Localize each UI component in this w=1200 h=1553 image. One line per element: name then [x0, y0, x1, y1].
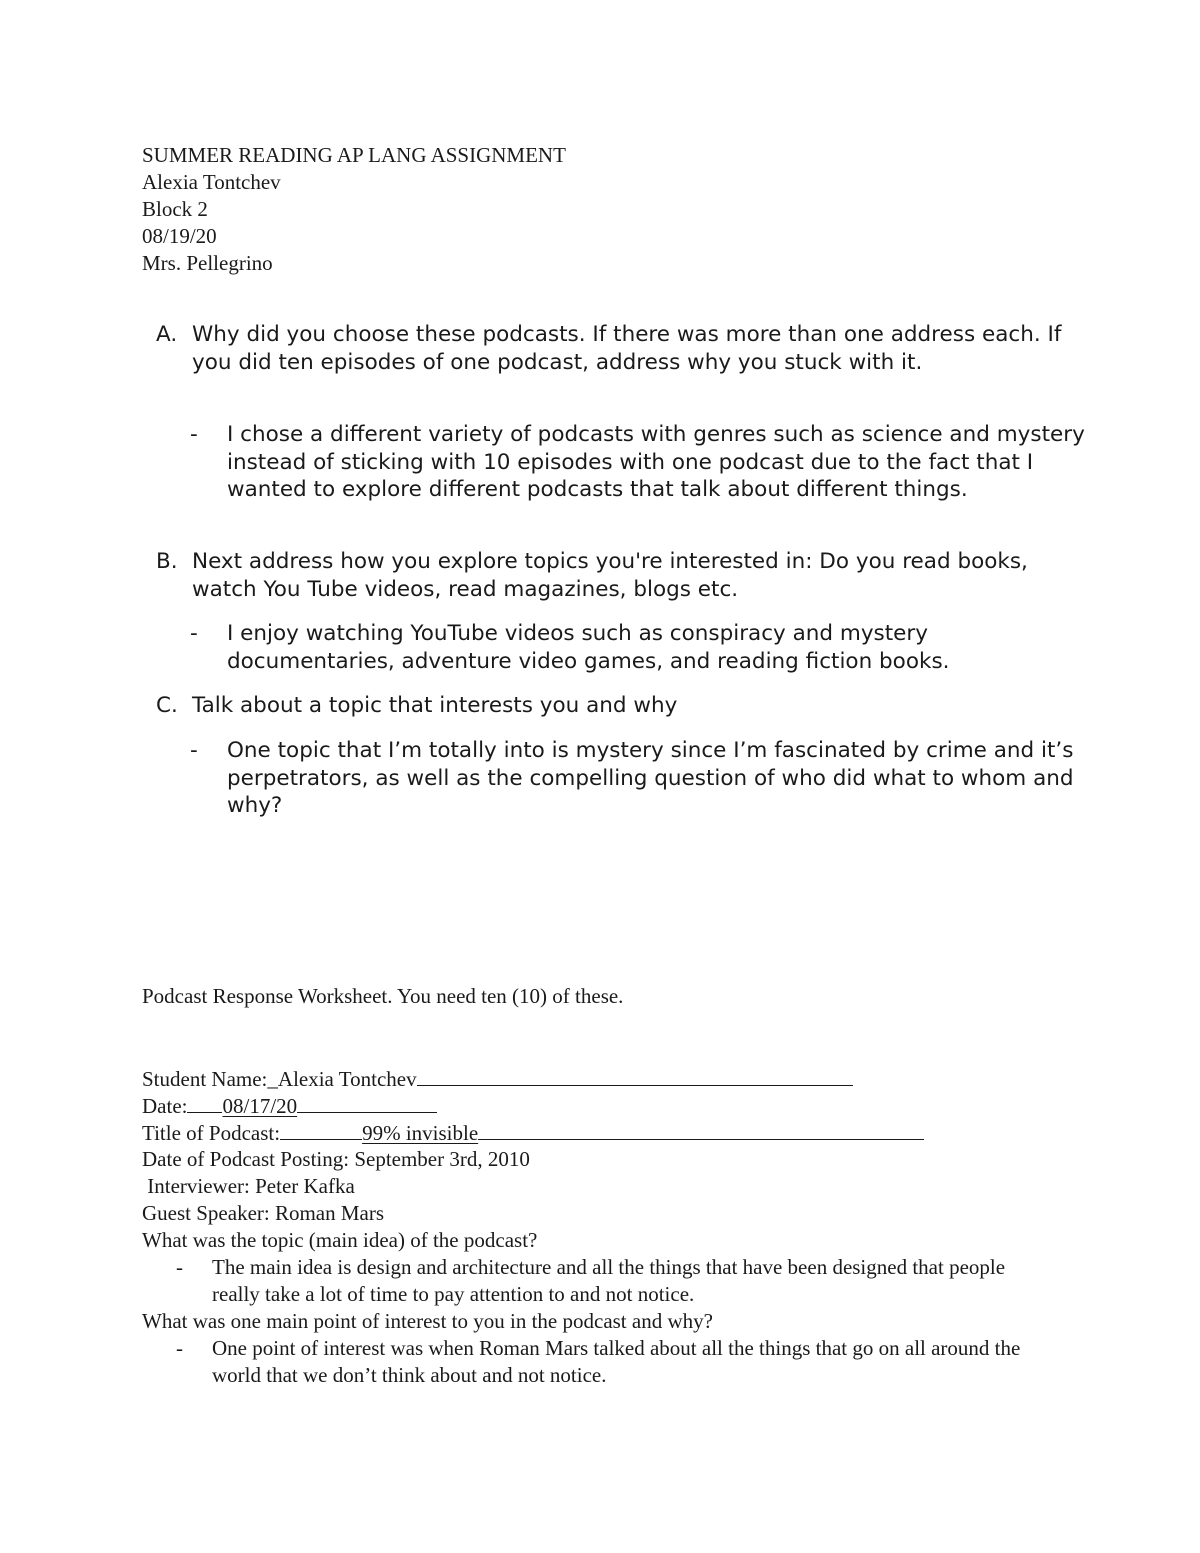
- podcast-title-blank-lead: [280, 1119, 362, 1140]
- answer-dash: -: [190, 621, 198, 646]
- date-value: 08/17/20: [222, 1094, 298, 1118]
- posting-date: Date of Podcast Posting: September 3rd, 2010: [142, 1147, 530, 1171]
- interviewer: Interviewer: Peter Kafka: [142, 1174, 355, 1198]
- topic-answer: [142, 1254, 1122, 1308]
- assignment-date: 08/19/20: [142, 224, 217, 248]
- worksheet-fields: [142, 1065, 1122, 1389]
- date-row: [142, 1092, 1122, 1119]
- document-header: [142, 142, 566, 277]
- answer-dash: -: [190, 738, 198, 763]
- block-number: Block 2: [142, 197, 208, 221]
- student-name-row: [142, 1065, 1122, 1092]
- podcast-title-label: Title of Podcast:: [142, 1121, 281, 1145]
- answer-dash: -: [176, 1255, 183, 1279]
- answer-dash: -: [176, 1336, 183, 1360]
- question-text: Talk about a topic that interests you and why: [192, 693, 678, 718]
- question-letter: C.: [156, 693, 178, 718]
- question-letter: B.: [156, 549, 178, 574]
- teacher-name: Mrs. Pellegrino: [142, 251, 273, 275]
- podcast-title-row: [142, 1119, 1122, 1146]
- answer-dash: -: [190, 422, 198, 447]
- answer-text: One topic that I’m totally into is mystery since I’m fascinated by crime and it’s perpetrators, as well as the compelling question of who did what to whom and why?: [227, 738, 1074, 818]
- podcast-title-blank-trail: [478, 1119, 924, 1140]
- answer-text: I enjoy watching YouTube videos such as conspiracy and mystery documentaries, adventure video games, and reading fiction books.: [227, 621, 950, 674]
- student-name-label: Student Name:: [142, 1067, 268, 1091]
- question-letter: A.: [156, 322, 178, 347]
- student-name: Alexia Tontchev: [142, 170, 281, 194]
- podcast-title-value: 99% invisible: [362, 1121, 479, 1145]
- date-blank-lead: [187, 1092, 222, 1113]
- guest-speaker: Guest Speaker: Roman Mars: [142, 1201, 385, 1225]
- student-name-blank: [417, 1065, 853, 1086]
- date-label: Date:: [142, 1094, 188, 1118]
- worksheet-intro: Podcast Response Worksheet. You need ten (10) of these.: [142, 984, 624, 1008]
- interest-answer-text: One point of interest was when Roman Mars talked about all the things that go on all around the world that we don’t think about and not notice.: [212, 1336, 1021, 1387]
- topic-question: What was the topic (main idea) of the podcast?: [142, 1228, 538, 1252]
- interest-question: What was one main point of interest to you in the podcast and why?: [142, 1309, 713, 1333]
- assignment-title: SUMMER READING AP LANG ASSIGNMENT: [142, 143, 566, 167]
- question-text: Next address how you explore topics you're interested in: Do you read books, watch You Tube videos, read magazines, blogs etc.: [192, 549, 1028, 602]
- date-blank-trail: [297, 1092, 437, 1113]
- interest-answer: [142, 1335, 1122, 1389]
- answer-text: I chose a different variety of podcasts with genres such as science and mystery instead of sticking with 10 episodes with one podcast due to the fact that I wanted to explore different podcasts that talk about different things.: [227, 422, 1085, 502]
- topic-answer-text: The main idea is design and architecture and all the things that have been designed that people really take a lot of time to pay attention to and not notice.: [212, 1255, 1006, 1306]
- student-name-value: _Alexia Tontchev: [267, 1067, 417, 1091]
- question-text: Why did you choose these podcasts. If there was more than one address each. If you did ten episodes of one podcast, address why you stuck with it.: [192, 322, 1062, 375]
